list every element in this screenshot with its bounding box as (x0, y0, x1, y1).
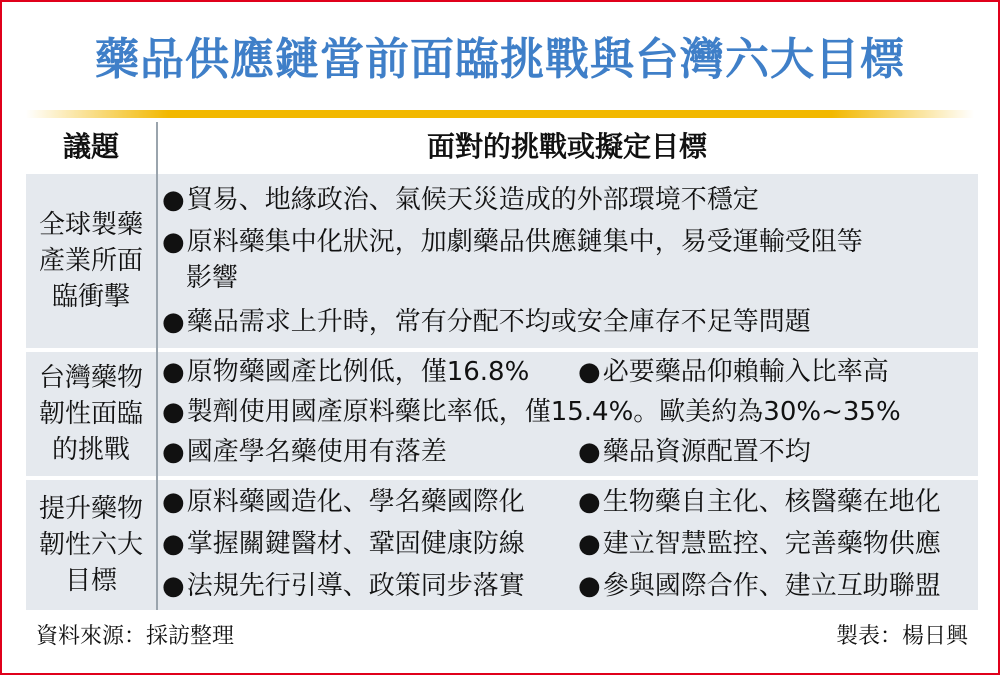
section-label-line: 韌性六大 (38, 530, 143, 560)
section-label-line: 產業所面 (38, 246, 143, 276)
section-global-impact (26, 174, 978, 348)
column-divider (156, 122, 158, 610)
title-underline (26, 110, 974, 118)
bullet-icon: ● (578, 357, 601, 387)
list-item: ●掌握關鍵醫材、鞏固健康防線 (162, 529, 525, 559)
page-title: 藥品供應鏈當前面臨挑戰與台灣六大目標 (95, 34, 905, 85)
table-header (26, 122, 978, 172)
list-item: ●原料藥國造化、學名藥國際化 (162, 487, 525, 517)
maker-note: 製表：楊日興 (835, 624, 968, 649)
list-item: ●藥品需求上升時，常有分配不均或安全庫存不足等問題 (162, 307, 811, 337)
list-item: ●生物藥自主化、核醫藥在地化 (578, 487, 941, 517)
section-label-line: 的挑戰 (51, 435, 130, 465)
section-label-line: 目標 (64, 566, 117, 596)
bullet-icon: ● (578, 437, 601, 467)
bullet-icon: ● (162, 307, 185, 337)
bullet-icon: ● (162, 397, 185, 427)
section-label (26, 480, 156, 610)
list-item: ●法規先行引導、政策同步落實 (162, 571, 525, 601)
list-item: ●藥品資源配置不均 (578, 437, 811, 467)
section-taiwan-challenges (26, 352, 978, 476)
section-label-line: 台灣藥物 (38, 363, 143, 393)
list-item: ●原料藥集中化狀況，加劇藥品供應鏈集中，易受運輸受阻等 (162, 227, 863, 257)
source-note: 資料來源：採訪整理 (36, 624, 235, 649)
bullet-icon: ● (578, 529, 601, 559)
bullet-icon: ● (578, 571, 601, 601)
list-item: ●製劑使用國產原料藥比率低，僅15.4%。歐美約為30%~35% (162, 397, 901, 427)
bullet-icon: ● (162, 437, 185, 467)
header-topic: 議題 (62, 130, 119, 163)
bullet-icon: ● (162, 227, 185, 257)
section-label-line: 韌性面臨 (38, 399, 143, 429)
list-item: ●必要藥品仰賴輸入比率高 (578, 357, 889, 387)
list-item: ●貿易、地緣政治、氣候天災造成的外部環境不穩定 (162, 185, 759, 215)
section-six-goals (26, 480, 978, 610)
section-label-line: 全球製藥 (38, 210, 143, 240)
list-item: ●原物藥國產比例低，僅16.8% (162, 357, 530, 387)
section-label-line: 提升藥物 (38, 494, 143, 524)
bullet-icon: ● (162, 185, 185, 215)
bullet-icon: ● (162, 487, 185, 517)
list-item: ●國產學名藥使用有落差 (162, 437, 447, 467)
section-label (26, 352, 156, 476)
section-label (26, 174, 156, 348)
section-label-line: 臨衝擊 (51, 282, 130, 312)
list-item-continuation: 影響 (186, 263, 239, 293)
list-item: ●參與國際合作、建立互助聯盟 (578, 571, 941, 601)
bullet-icon: ● (578, 487, 601, 517)
header-challenges: 面對的挑戰或擬定目標 (426, 130, 707, 163)
bullet-icon: ● (162, 529, 185, 559)
bullet-icon: ● (162, 571, 185, 601)
list-item: ●建立智慧監控、完善藥物供應 (578, 529, 941, 559)
bullet-icon: ● (162, 357, 185, 387)
